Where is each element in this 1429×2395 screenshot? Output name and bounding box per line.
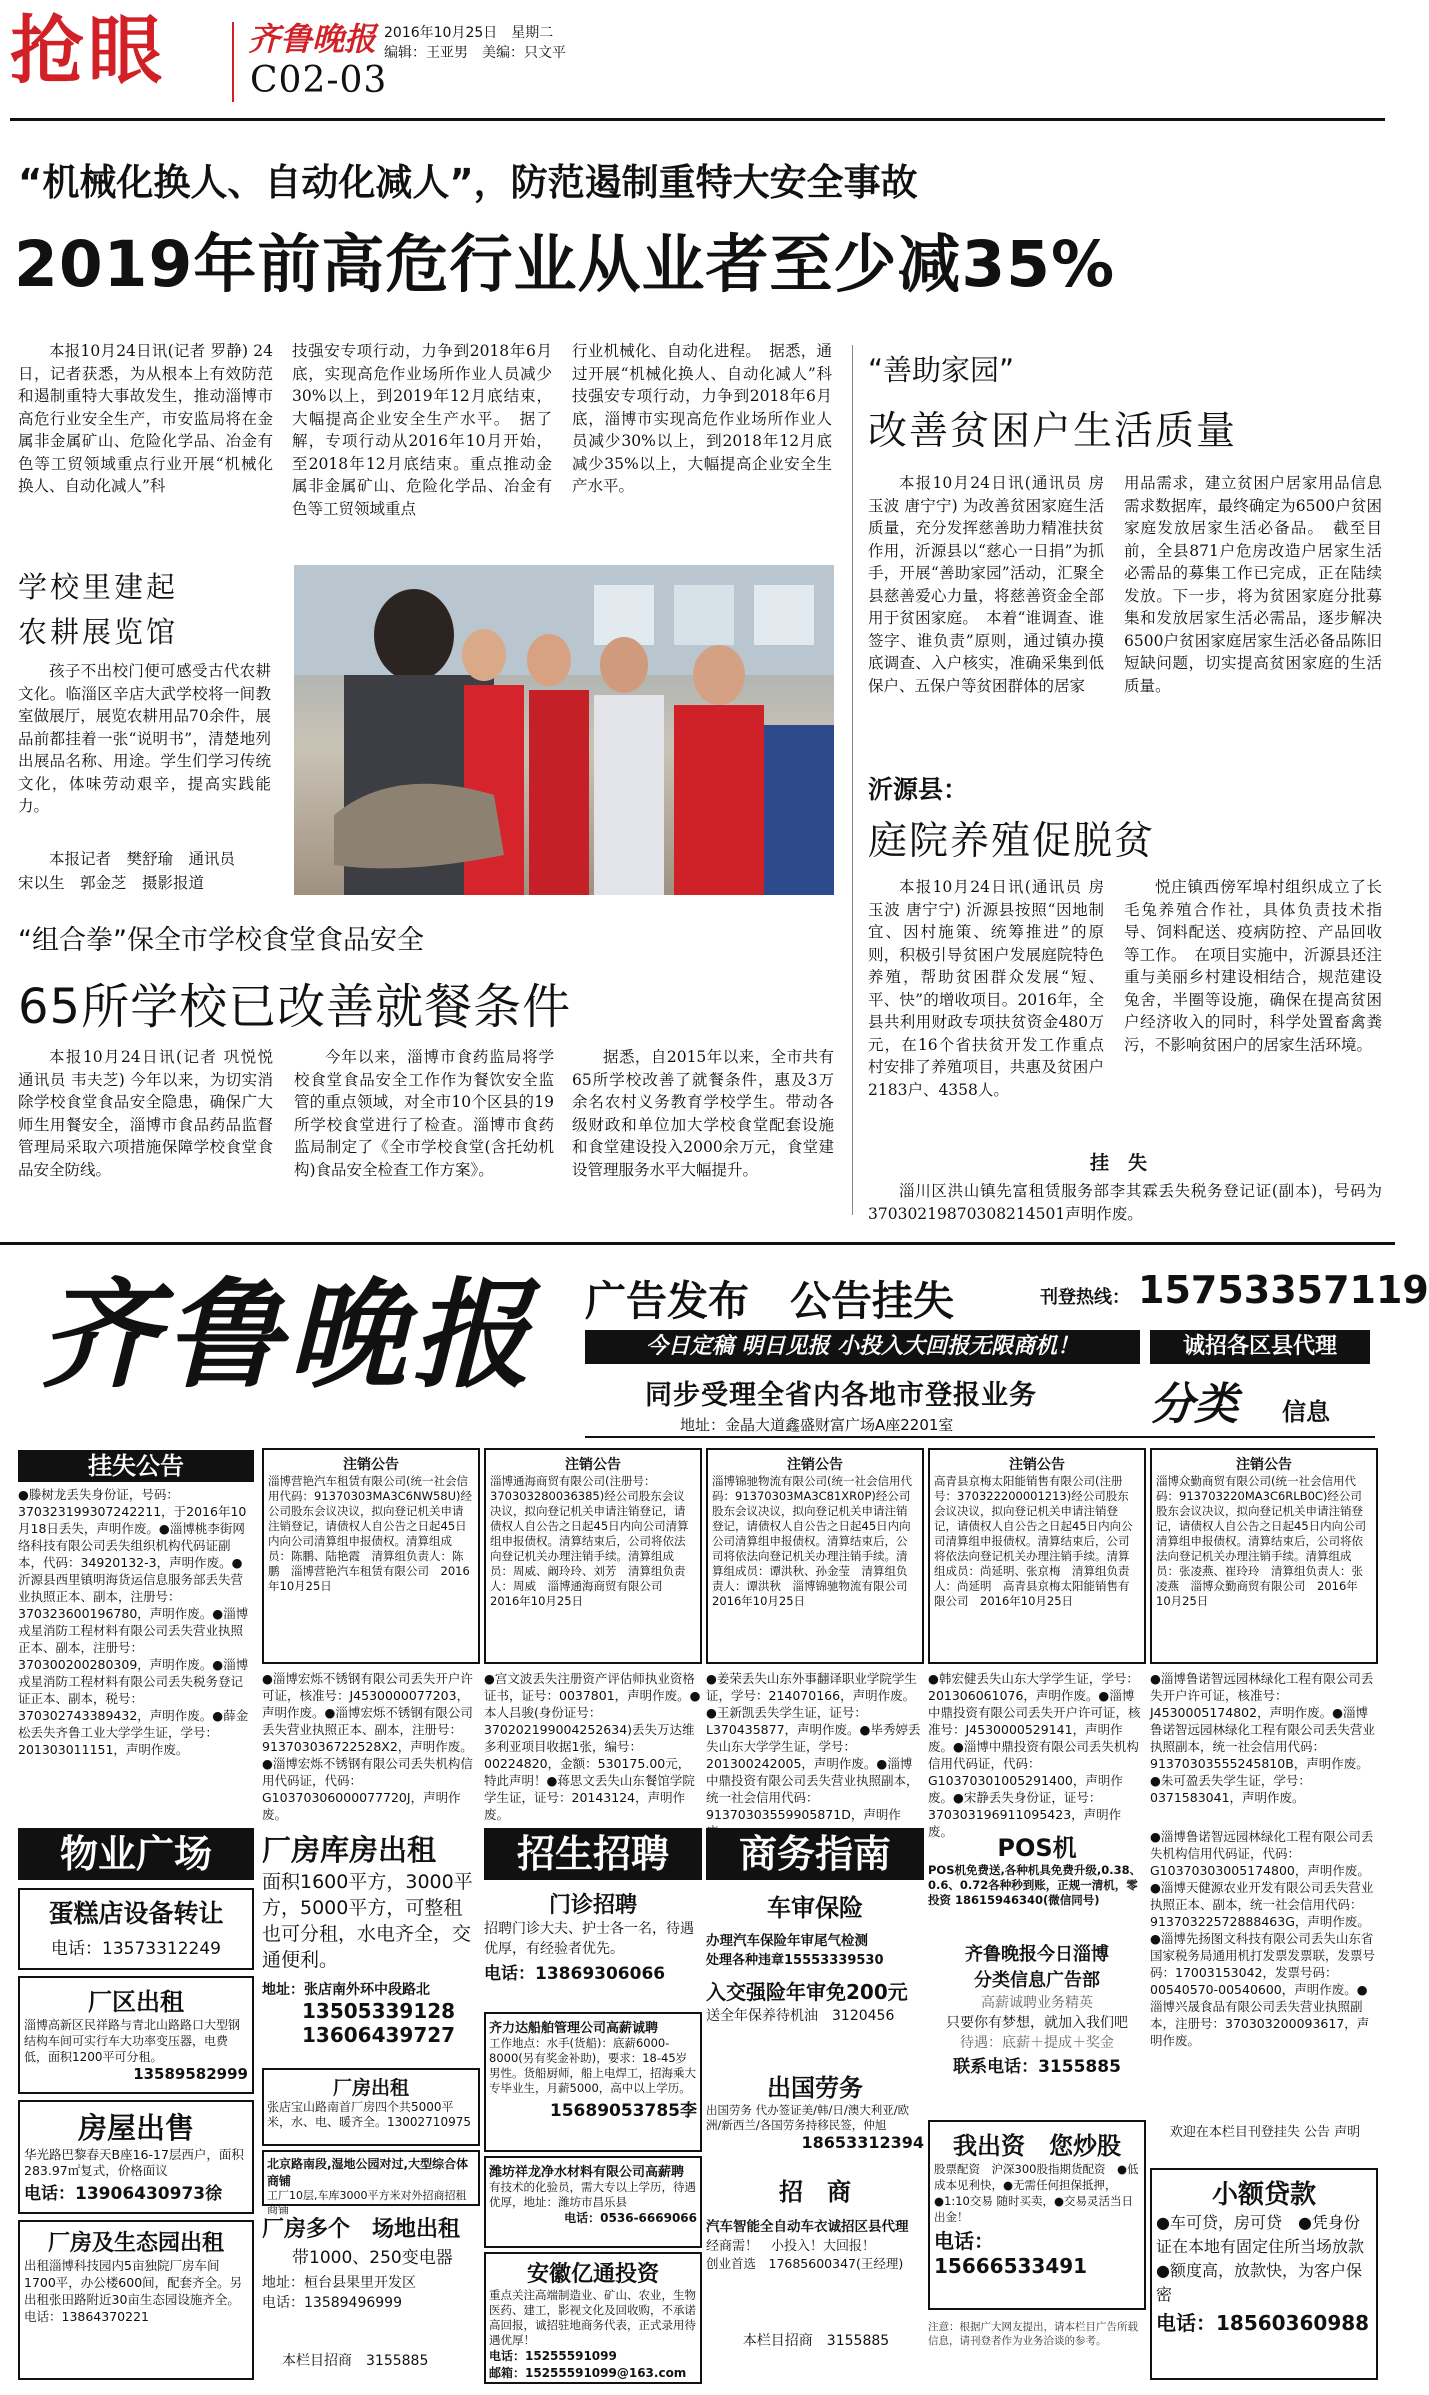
news-ad-divider	[0, 1242, 1395, 1245]
notice-3-title: 注销公告	[787, 1457, 843, 1473]
car-ad	[706, 1888, 924, 2063]
right-column-head: 欢迎在本栏目刊登挂失 公告 声明	[1169, 2125, 1361, 2140]
photo-illustration	[294, 565, 834, 895]
ad-dept-title: 齐鲁晚报今日淄博	[965, 1944, 1109, 1965]
house-ad	[18, 2100, 254, 2214]
ad-dept-benefit: 待遇：底薪＋提成＋奖金	[960, 2035, 1114, 2051]
school-farm-credit-1: 本报记者 樊舒瑜 通讯员	[49, 850, 236, 868]
mall-ad-body: 工厂10层,车库3000平方米对外招商招租商铺	[267, 2189, 467, 2216]
factory-ad-body: 淄博高新区民祥路与青北山路路口大型钢结构车间可实行车大功率变压器，电费低，面积1200平可分租。	[24, 2018, 241, 2064]
water-ad-title: 潍坊祥龙净水材料有限公司高薪聘	[489, 2165, 685, 2180]
factory-ad-title: 厂区出租	[88, 1988, 184, 2016]
ship-ad	[484, 2012, 702, 2152]
notice-box-5	[1150, 1448, 1378, 1664]
labor-ad	[706, 2068, 924, 2168]
cake-ad	[18, 1888, 254, 1970]
notice-4-body: 高青县京梅太阳能销售有限公司(注册号：370322200001213)经公司股东会议决议，拟向登记机关申请注销登记，请债权人自公告之日起45日内向公司清算组申报债权。清算结束后，公司将依法向登记机关办理注销手续。清算组成员：尚延明、张京梅 清算组负责人：尚延明 高青县京梅太阳能销售有限公司 2016年10月25日	[934, 1474, 1133, 1608]
ad-address: 地址：金晶大道鑫盛财富广场A座2201室	[680, 1416, 954, 1434]
water-ad	[484, 2156, 702, 2248]
paper-logo: 齐鲁晚报	[248, 20, 377, 58]
finance-ad-title: 我出资 您炒股	[953, 2132, 1121, 2160]
ad-fenlei: 分类	[1150, 1379, 1238, 1430]
notice-box-3	[706, 1448, 924, 1664]
ad-slogan-1: 广告发布 公告挂失	[585, 1277, 954, 1325]
warehouse-ad-body: 面积1600平方，3000平方，5000平方，可整租也可分租，水电齐全，交通便利。	[262, 1871, 473, 1971]
warehouse4-ad-body: 带1000、250变电器	[292, 2248, 453, 2268]
market-header: 物业广场	[18, 1828, 254, 1880]
warehouse-ad-title: 厂房库房出租	[262, 1833, 437, 1867]
factory-ad-phone[interactable]: 13589582999	[133, 2065, 248, 2083]
poverty-column-1: 本报10月24日讯(通讯员 房玉波 唐宁宁) 为改善贫困家庭生活质量，充分发挥慈善助力精准扶贫作用，沂源县以“慈心一日捐”为抓手，开展“善助家园”活动，汇聚全县慈善爱心力量，将慈善资金全部用于贫困家庭。 本着“谁调查、谁签字、谁负责”原则，通过镇办摸底调查、入户核实，准确采集到低保户、五保户等贫困群体的居家	[868, 474, 1104, 695]
breeding-kicker: 沂源县：	[868, 775, 969, 804]
canteen-kicker: “组合拳”保全市学校食堂食品安全	[18, 925, 424, 956]
franchise-ad	[706, 2172, 924, 2302]
school-farm-photo	[294, 565, 834, 895]
franchise-ad-title: 招 商	[779, 2178, 851, 2206]
invest-ad-title: 安徽亿通投资	[526, 2262, 659, 2287]
franchise-ad-phone[interactable]: 创业首选 17685600347(王经理)	[706, 2256, 904, 2271]
school-farm-body: 孩子不出校门便可感受古代农耕文化。临淄区辛店大武学校将一间教室做展厅，展览农耕用品70余件，展品前都挂着一张“说明书”，清楚地列出展品名称、用途。学生们学习传统文化，体味劳动艰辛，提高实践能力。	[18, 662, 271, 815]
cake-ad-phone[interactable]: 电话：13573312249	[51, 1939, 221, 1959]
mall-ad-title: 北京路南段,湿地公园对过,大型综合体商铺	[267, 2157, 469, 2188]
pos-ad	[928, 1828, 1146, 1938]
ad-hotline[interactable]: 15753357119	[1138, 1268, 1429, 1312]
clinic-ad-phone[interactable]: 电话：13869306066	[484, 1964, 666, 1984]
section-title: 抢眼	[10, 8, 166, 94]
warehouse-ad	[262, 1828, 480, 2078]
lost-items-col-6: ●淄博鲁诺智远园林绿化工程有限公司丢失开户许可证，核准号：J4530005174802，声明作废。●淄博鲁诺智远园林绿化工程有限公司丢失营业执照副本，统一社会信用代码：91370303555245810B，声明作废。●朱可盈丢失学生证，学号：0371583041，声明作废。	[1150, 1671, 1376, 1805]
school-farm-title-1: 学校里建起	[18, 570, 179, 604]
warehouse2-ad-title: 厂房出租	[332, 2077, 409, 2099]
ship-ad-phone[interactable]: 15689053785李	[549, 2101, 697, 2121]
car-ad-line-2[interactable]: 处理各种违章15553339530	[706, 1953, 884, 1968]
ad-dept-ad	[928, 1940, 1146, 2116]
school-farm-credit-2: 宋以生 郭金芝 摄影报道	[18, 874, 205, 892]
invest-ad-body: 重点关注高端制造业、矿山、农业，生物医药、建工，影视文化及回收购，不承诺高回报，诚招驻地商务代表，正式录用待遇优厚！	[489, 2288, 696, 2347]
warehouse4-ad-phone[interactable]: 电话：13589496999	[262, 2295, 402, 2311]
notice-4-title: 注销公告	[1009, 1457, 1065, 1473]
notice-2-body: 淄博通海商贸有限公司(注册号：370303280036385)经公司股东会议决议，拟向登记机关申请注销登记，请债权人自公告之日起45日内向公司清算组申报债权。清算结束后，公司将依法向登记机关办理注销手续。清算组成员：周威、阚玲玲、刘芳 清算组负责人：周威 淄博通海商贸有限公司 2016年10月25日	[490, 1474, 689, 1608]
loan-ad	[1150, 2168, 1381, 2380]
ad-xinxi: 信息	[1282, 1398, 1330, 1426]
column-divider	[852, 345, 853, 1215]
invest-ad-phone[interactable]: 电话：15255591099	[489, 2349, 617, 2363]
canteen-headline: 65所学校已改善就餐条件	[18, 979, 572, 1035]
loan-ad-phone[interactable]: 电话：18560360988	[1156, 2311, 1370, 2335]
franchise-ad-body: 汽车智能全自动车衣诚招区县代理	[706, 2219, 909, 2235]
house-ad-body: 华光路巴黎春天B座16-17层西户，面积283.97㎡复式，价格面议	[24, 2147, 244, 2178]
editor-credit: 编辑：王亚男 美编：只文平	[384, 45, 566, 61]
ad-slogan-3: 同步受理全省内各地市登报业务	[645, 1380, 1037, 1411]
canteen-column-2: 今年以来，淄博市食药监局将学校食堂食品安全工作作为餐饮安全监管的重点领域，对全市10个区县的19所学校食堂进行了检查。淄博市食药监局制定了《全市学校食堂(含托幼机构)食品安全检查工作方案》。	[294, 1048, 554, 1179]
ship-ad-title: 齐力达船舶管理公司高薪诚聘	[489, 2021, 659, 2036]
invest-ad-web: 邮箱：15255591099@163.com	[489, 2366, 687, 2380]
page-number: C02-03	[250, 60, 388, 101]
breeding-column-2: 悦庄镇西傍军埠村组织成立了长毛兔养殖合作社，具体负责技术指导、饲料配送、疫病防控、产品回收等工作。 在项目实施中，沂源县还注重与美丽乡村建设相结合，规范建设兔舍，半圈等设施，确保在提高贫困户经济收入的同时，科学处置畜禽粪污，不影响贫困户的居家生活环境。	[1124, 878, 1382, 1054]
recruit-header: 招生招聘	[484, 1828, 702, 1880]
pos-ad-title: POS机	[997, 1834, 1077, 1862]
lead-column-3: 行业机械化、自动化进程。 据悉，通过开展“机械化换人、自动化减人”科技强安专项行动，力争到2018年6月底，淄博市实现高危作业场所作业人员减少30%以上，到2018年12月底减少35%以上，大幅提高企业安全生产水平。	[572, 342, 832, 495]
warehouse4-ad-addr: 地址：桓台县果里开发区	[262, 2275, 416, 2291]
poverty-column-2: 用品需求，建立贫困户居家用品信息需求数据库，最终确定为6500户贫困家庭发放居家生活必备品。 截至目前，全县871户危房改造户居家生活必需品的募集工作已完成，正在陆续发放。下一步，将为贫困家庭分批募集和发放居家生活必需品，逐步解决6500户贫困家庭居家生活必备品陈旧短缺问题，切实提高贫困家庭的生活质量。	[1124, 474, 1382, 695]
lost-header: 挂失公告	[18, 1450, 254, 1482]
clinic-ad-title: 门诊招聘	[548, 1893, 637, 1918]
market-footer: 本栏目招商 3155885	[282, 2353, 429, 2369]
ad-dept-line: 只要你有梦想，就加入我们吧	[946, 2015, 1128, 2031]
poverty-headline: 改善贫困户生活质量	[868, 409, 1238, 454]
lost-items-col-2: ●淄博宏烁不锈钢有限公司丢失开户许可证，核准号：J4530000077203，声明作废。●淄博宏烁不锈钢有限公司丢失营业执照正本、副本，注册号：913703036722528X2，声明作废。●淄博宏烁不锈钢有限公司丢失机构信用代码证，代码：G10370306000077720J，声明作废。	[262, 1671, 473, 1822]
canteen-column-3: 据悉，自2015年以来，全市共有65所学校改善了就餐条件，惠及3万余名农村义务教育学校学生。带动各级财政和单位加大学校食堂配套设施和食堂建设投入2000余万元，食堂建设管理服务水平大幅提升。	[572, 1048, 834, 1179]
mall-ad	[262, 2150, 480, 2216]
car-ad-title: 车审保险	[767, 1894, 863, 1922]
finance-ad	[928, 2120, 1146, 2310]
house-ad-title: 房屋出售	[77, 2111, 194, 2145]
lost-items: ●滕树龙丢失身份证，号码：370323199307242211，于2016年10月18日丢失，声明作废。●淄博桃李街网络科技有限公司丢失组织机构代码证副本，代码：34920132-3，声明作废。●沂源县西里镇明海货运信息服务部丢失营业执照正本、副本，注册号：370323600196780，声明作废。●淄博戎星消防工程材料有限公司丢失营业执照正本、副本，注册号：370300200280309，声明作废。●淄博戎星消防工程材料有限公司丢失税务登记证正本、副本，税号：370302743389432，声明作废。●薛金松丢失齐鲁工业大学学生证，学号：201303011151，声明作废。	[18, 1487, 249, 1757]
franchise-ad-sub: 经商需！ 小投入！大回报！	[706, 2239, 876, 2254]
masthead-underline	[10, 118, 1385, 121]
house-ad-phone[interactable]: 电话：13906430973徐	[24, 2184, 223, 2204]
disclaimer: 注意：根据广大网友提出，请本栏目广告所载信息，请刊登者作为业务洽谈的参考。	[928, 2321, 1138, 2347]
ad-agent: 诚招各区县代理	[1150, 1330, 1370, 1364]
warehouse2-ad	[262, 2068, 480, 2146]
notice-1-body: 淄博营艳汽车租赁有限公司(统一社会信用代码：91370303MA3C6NW58U)经公司股东会议决议，拟向登记机关申请注销登记，请债权人自公告之日起45日内向公司清算组申报债权。清算组成员：陈鹏、陆艳霞 清算组负责人：陈鹏 淄博营艳汽车租赁有限公司 2016年10月25日	[268, 1474, 472, 1593]
warehouse-ad-phone-2[interactable]: 13606439727	[302, 2023, 456, 2047]
warehouse-ad-phone-1[interactable]: 13505339128	[302, 1999, 456, 2023]
notice-box-1	[262, 1448, 480, 1664]
car-ad-big: 入交强险年审免200元	[706, 1980, 908, 2004]
finance-ad-phone[interactable]: 电话：15666533491	[934, 2229, 1088, 2278]
lost-items-col-5: ●韩宏健丢失山东大学学生证，学号：201306061076，声明作废。●淄博中鼎投资有限公司丢失开户许可证，核准号：J4530000529141，声明作废。●淄博中鼎投资有限公司丢失机构信用代码证，代码：G10370301005291400，声明作废。●宋静丢失身份证，证号：370303196911095423，声明作废。	[928, 1671, 1141, 1839]
notice-1-title: 注销公告	[343, 1457, 399, 1473]
business-header: 商务指南	[706, 1828, 924, 1880]
canteen-column-1: 本报10月24日讯(记者 巩悦悦 通讯员 韦夫芝) 今年以来，为切实消除学校食堂食品安全隐患，确保广大师生用餐安全，淄博市食品药品监督管理局采取六项措施保障学校食堂食品安全防线。	[18, 1048, 273, 1179]
breeding-headline: 庭院养殖促脱贫	[868, 819, 1156, 864]
ad-dept-body: 高薪诚聘业务精英	[981, 1995, 1093, 2011]
water-ad-phone[interactable]: 电话：0536-6669066	[564, 2211, 697, 2225]
recruit-footer: 本栏目招商 3155885	[742, 2333, 890, 2349]
labor-ad-body: 出国劳务 代办签证美/韩/日/澳大利亚/欧洲/新西兰/各国劳务持移民签，仲旭	[706, 2103, 910, 2132]
warehouse4-ad-title: 厂房多个 场地出租	[262, 2217, 461, 2242]
notice-box-4	[928, 1448, 1146, 1664]
lead-column-2: 技强安专项行动，力争到2018年6月底，实现高危作业场所作业人员减少30%以上，到2019年12月底结束，大幅提高企业安全生产水平。 据了解，专项行动从2016年10月开始，至2018年12月底结束。重点推动金属非金属矿山、危险化学品、冶金有色等工贸领域重点	[292, 342, 552, 518]
warehouse4-ad	[262, 2212, 480, 2342]
masthead-divider	[232, 22, 234, 102]
invest-ad	[484, 2252, 702, 2384]
finance-ad-body: 股票配资 沪深300股指期货配资 ●低成本见利快，●无需任何担保抵押，●1:10交易 随时买卖，●交易灵活当日出金！	[934, 2162, 1139, 2224]
ad-dept-phone[interactable]: 联系电话：3155885	[953, 2057, 1121, 2077]
eco-ad-title: 厂房及生态园出租	[47, 2231, 224, 2256]
clinic-ad-body: 招聘门诊大夫、护士各一名，待遇优厚，有经验者优先。	[484, 1921, 694, 1957]
lead-headline: 2019年前高危行业从业者至少减35%	[14, 228, 1116, 301]
lead-kicker: “机械化换人、自动化减人”，防范遏制重特大安全事故	[18, 161, 918, 204]
water-ad-body: 有技术的化验员，需大专以上学历，待遇优厚，地址：潍坊市昌乐县	[489, 2180, 696, 2209]
lead-column-1: 本报10月24日讯(记者 罗静) 24日，记者获悉，为从根本上有效防范和遏制重特大事故发生，推动淄博市高危行业安全生产，市安监局将在金属非金属矿山、危险化学品、冶金有色等工贸领域重点行业开展“机械化换人、自动化减人”科	[18, 342, 273, 495]
cake-ad-title: 蛋糕店设备转让	[48, 1899, 224, 1928]
clinic-ad	[484, 1888, 702, 2008]
labor-ad-title: 出国劳务	[767, 2074, 863, 2102]
ad-logo: 齐鲁晚报	[40, 1265, 537, 1404]
pos-ad-body: POS机免费送,各种机具免费升级,0.38、0.6、0.72各种秒到账，正规一清机，零投资 18615946340(微信同号)	[928, 1863, 1142, 1907]
ad-hotline-label: 刊登热线：	[1040, 1287, 1130, 1308]
loan-ad-body: ●车可贷，房可贷 ●凭身份证在本地有固定住所当场放款 ●额度高，放款快，为客户保密	[1156, 2213, 1381, 2304]
lost-notice-body: 淄川区洪山镇先富租赁服务部李其霖丢失税务登记证(副本)，号码为37030219870308214501声明作废。	[868, 1182, 1382, 1223]
warehouse-ad-addr: 地址：张店南外环中段路北	[262, 1982, 430, 1998]
labor-ad-phone[interactable]: 18653312394	[801, 2133, 924, 2152]
school-farm-title-2: 农耕展览馆	[18, 615, 179, 649]
lost-notice-title: 挂 失	[1090, 1152, 1148, 1174]
lost-items-col-6b: ●淄博鲁诺智远园林绿化工程有限公司丢失机构信用代码证，代码：G10370303005174800，声明作废。●淄博天健源农业开发有限公司丢失营业执照正本、副本，统一社会信用代码：91370322572888463G，声明作废。●淄博先扬图文科技有限公司丢失山东省国家税务局通用机打发票发票联，发票号码：17003153042，发票号码：00540570-00540600，声明作废。●淄博兴晟食品有限公司丢失营业执照副本，注册号：370303200093617，声明作废。	[1150, 1829, 1376, 2048]
eco-ad	[18, 2220, 254, 2380]
lost-items-col-4: ●姜荣丢失山东外事翻译职业学院学生证，学号：214070166，声明作废。●王新凯丢失学生证，证号：L370435877，声明作废。●毕秀婷丢失山东大学学生证，学号：201300242005，声明作废。●淄博中鼎投资有限公司丢失营业执照副本，统一社会信用代码：91370303559905871D，声明作	[706, 1671, 921, 1822]
car-ad-sub: 送全年保养待机油 3120456	[706, 2008, 895, 2024]
ad-dept-sub: 分类信息广告部	[974, 1970, 1100, 1991]
issue-date: 2016年10月25日 星期二	[384, 25, 554, 41]
warehouse2-ad-body: 张店宝山路南首厂房四个共5000平米，水、电、暖齐全。13002710975	[267, 2100, 471, 2129]
car-ad-line-1: 办理汽车保险年审尾气检测	[706, 1933, 868, 1949]
notice-5-title: 注销公告	[1236, 1457, 1292, 1473]
notice-5-body: 淄博众勤商贸有限公司(统一社会信用代码：913703220MA3C6RLB0C)经公司股东会议决议，拟向登记机关申请注销登记，请债权人自公告之日起45日内向公司清算组申报债权。清算结束后，公司将依法向登记机关办理注销手续。清算组成员：张凌燕、崔玲玲 清算组负责人：张凌燕 淄博众勤商贸有限公司 2016年10月25日	[1156, 1474, 1367, 1608]
lost-items-col-3: ●宫文波丢失注册资产评估师执业资格证书，证号：0037801，声明作废。●本人吕骏(身份证号：370202199004252634)丢失万达维多利亚项目收据1张，编号：00224820，金额：530175.00元，特此声明！●蒋思文丢失山东餐馆学院学生证，证号：20143124，声明作废。	[484, 1671, 701, 1822]
breeding-column-1: 本报10月24日讯(通讯员 房玉波 唐宁宁) 沂源县按照“因地制宜、因村施策、统筹推进”的原则，积极引导贫困户发展庭院特色养殖，帮助贫困群众发展“短、平、快”的增收项目。2016年，全县共利用财政专项扶贫资金480万元，在16个省扶贫开发工作重点村安排了养殖项目，共惠及贫困户2183户、4358人。	[868, 878, 1104, 1099]
poverty-kicker: “善助家园”	[868, 353, 1015, 387]
factory-ad	[18, 1976, 254, 2094]
notice-3-body: 淄博锦驰物流有限公司(统一社会信用代码：91370303MA3C81XR0P)经公司股东会议决议，拟向登记机关申请注销登记，请债权人自公告之日起45日内向公司清算组申报债权。清算结束后，公司将依法向登记机关办理注销手续。清算组成员：谭洪秋、孙金莹 清算组负责人：谭洪秋 淄博锦驰物流有限公司 2016年10月25日	[712, 1474, 919, 1608]
notice-2-title: 注销公告	[565, 1457, 621, 1473]
loan-ad-title: 小额贷款	[1211, 2180, 1316, 2210]
eco-ad-body: 出租淄博科技园内5亩独院厂房车间1700平，办公楼600间，配套齐全。另出租张田路附近30亩生态园设施齐全。电话：13864370221	[24, 2258, 243, 2324]
ship-ad-body: 工作地点：水手(货船)：底薪6000-8000(另有奖金补助)，要求：18-45岁男性。货船厨师，船上电焊工，招海乘大专毕业生，月薪5000，高中以上学历。	[489, 2036, 696, 2095]
ad-slogan-2: 今日定稿 明日见报 小投入大回报无限商机！	[585, 1330, 1140, 1364]
ad-address-underline	[585, 1436, 1375, 1438]
notice-box-2	[484, 1448, 702, 1664]
